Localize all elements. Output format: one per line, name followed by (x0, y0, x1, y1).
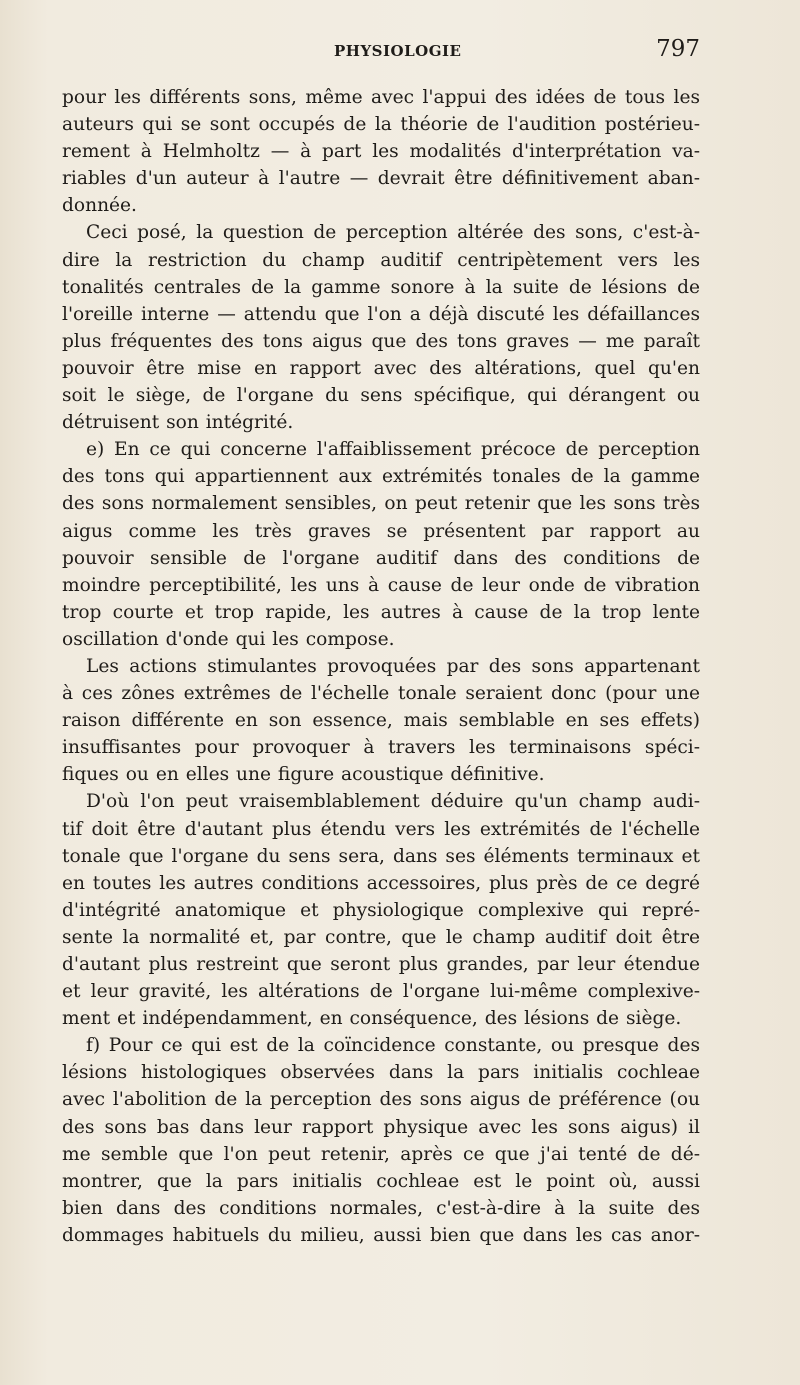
text-line: détruisent son intégrité. (62, 412, 294, 434)
text-line: sente la normalité et, par contre, que le champ auditif doit être (62, 926, 700, 948)
text-line: montrer, que la pars initialis cochleae est le point où, aussi (62, 1170, 700, 1192)
text-line: bien dans des conditions normales, c'est-à-dire à la suite des (62, 1197, 700, 1219)
body-text (62, 84, 700, 1249)
text-line: Les actions stimulantes provoquées par des sons appartenant (86, 655, 700, 677)
paragraph-5 (62, 788, 700, 1032)
text-line: des tons qui appartiennent aux extrémités tonales de la gamme (62, 466, 700, 488)
text-line: pour les différents sons, même avec l'appui des idées de tous les (62, 87, 700, 108)
running-head: PHYSIOLOGIE (334, 42, 462, 60)
text-line: dommages habituels du milieu, aussi bien que dans les cas anor- (62, 1224, 700, 1246)
text-line: Ceci posé, la question de perception altérée des sons, c'est-à- (86, 222, 700, 244)
text-line: aigus comme les très graves se présentent par rapport au (62, 520, 700, 542)
text-line: oscillation d'onde qui les compose. (62, 628, 395, 650)
text-line: pouvoir être mise en rapport avec des altérations, quel qu'en (62, 357, 700, 379)
text-line: insuffisantes pour provoquer à travers les terminaisons spéci- (62, 737, 700, 759)
text-line: riables d'un auteur à l'autre — devrait être définitivement aban- (62, 168, 700, 190)
text-line: dire la restriction du champ auditif centripètement vers les (62, 249, 700, 271)
text-line: avec l'abolition de la perception des sons aigus de préférence (ou (62, 1089, 700, 1111)
text-line: raison différente en son essence, mais semblable en ses effets) (62, 710, 700, 732)
text-line: des sons normalement sensibles, on peut retenir que les sons très (62, 493, 700, 515)
text-line: tonale que l'organe du sens sera, dans ses éléments terminaux et (62, 845, 700, 867)
text-line: auteurs qui se sont occupés de la théorie de l'audition postérieu- (62, 114, 700, 136)
page-header (62, 36, 700, 70)
text-line: e) En ce qui concerne l'affaiblissement précoce de perception (86, 439, 700, 461)
text-line: soit le siège, de l'organe du sens spécifique, qui dérangent ou (62, 385, 700, 407)
paragraph-4 (62, 653, 700, 788)
text-line: f) Pour ce qui est de la coïncidence constante, ou presque des (86, 1035, 700, 1057)
text-line: ment et indépendamment, en conséquence, des lésions de siège. (62, 1008, 682, 1030)
text-line: moindre perceptibilité, les uns à cause de leur onde de vibration (62, 574, 700, 596)
text-line: des sons bas dans leur rapport physique avec les sons aigus) il (62, 1116, 700, 1138)
text-line: donnée. (62, 195, 137, 217)
text-line: d'autant plus restreint que seront plus grandes, par leur étendue (62, 954, 700, 975)
text-line: trop courte et trop rapide, les autres à cause de la trop lente (62, 601, 700, 623)
text-line: d'intégrité anatomique et physiologique complexive qui repré- (62, 899, 700, 921)
text-line: rement à Helmholtz — à part les modalités d'interprétation va- (62, 141, 700, 163)
text-line: lésions histologiques observées dans la pars initialis cochleae (62, 1062, 700, 1084)
text-line: plus fréquentes des tons aigus que des tons graves — me paraît (62, 330, 700, 352)
text-line: à ces zônes extrêmes de l'échelle tonale seraient donc (pour une (62, 683, 700, 705)
text-line: pouvoir sensible de l'organe auditif dans des conditions de (62, 547, 700, 569)
text-line: l'oreille interne — attendu que l'on a déjà discuté les défaillances (62, 303, 700, 325)
text-line: en toutes les autres conditions accessoires, plus près de ce degré (62, 872, 700, 894)
page-number: 797 (656, 36, 700, 62)
paragraph-2 (62, 219, 700, 436)
text-line: fiques ou en elles une figure acoustique définitive. (62, 764, 545, 786)
text-line: tonalités centrales de la gamme sonore à la suite de lésions de (62, 276, 700, 298)
text-line: D'où l'on peut vraisemblablement déduire qu'un champ audi- (86, 791, 700, 813)
text-line: et leur gravité, les altérations de l'organe lui-même complexive- (62, 981, 700, 1003)
text-line: tif doit être d'autant plus étendu vers les extrémités de l'échelle (62, 818, 700, 840)
text-line: me semble que l'on peut retenir, après ce que j'ai tenté de dé- (62, 1143, 700, 1165)
paragraph-3 (62, 436, 700, 653)
paragraph-6 (62, 1032, 700, 1249)
paragraph-1 (62, 84, 700, 219)
